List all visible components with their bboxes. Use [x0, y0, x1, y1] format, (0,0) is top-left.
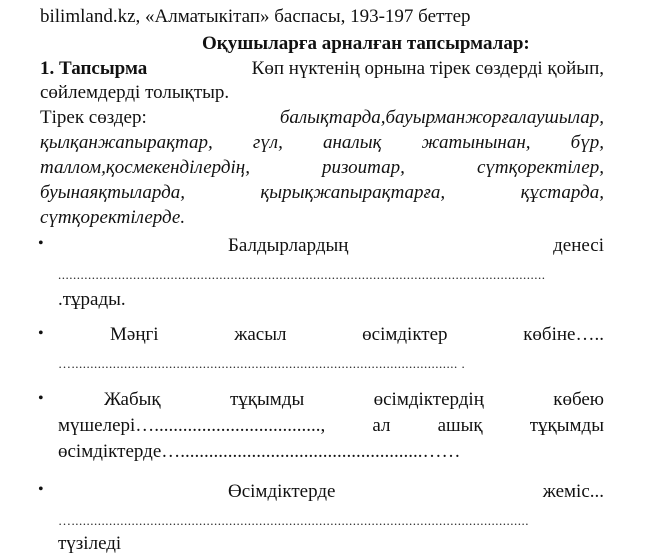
item-text: ашық [437, 415, 483, 436]
task-1-instruction-part-1: Көп нүктенің орнына тірек сөздерді қойып, [251, 58, 604, 79]
support-words-row-5: сүтқоректілерде. [40, 207, 186, 228]
item-text: өсімдіктердің [373, 389, 484, 410]
item-1-ending: .тұрады. [58, 289, 126, 310]
item-1-line-1 [228, 234, 604, 258]
support-word: сүтқоректілер, [476, 157, 604, 178]
item-text: Балдырлардың [228, 235, 349, 256]
item-3-line-1 [104, 388, 604, 412]
support-word: таллом,қосмекенділердің, [40, 157, 250, 178]
item-text: жеміс... [542, 481, 604, 502]
item-text: көбіне….. [523, 324, 604, 345]
item-3-line-2 [58, 414, 604, 438]
task-1-label: 1. Тапсырма [40, 58, 148, 79]
support-word: буынаяқтыларда, [40, 182, 185, 203]
support-word: қылқанжапырақтар, [40, 132, 213, 153]
support-word: аналық [322, 132, 382, 153]
support-word: құстарда, [520, 182, 604, 203]
item-2-blank-line: …....................................................................................................... . [58, 356, 466, 371]
bullet-3: • [38, 390, 44, 407]
item-2-line-1 [110, 323, 604, 347]
item-text: тұқымды [230, 389, 305, 410]
item-1-blank-line: .................................................................................................................................. [58, 267, 546, 282]
item-4-blank-line: ….......................................................................................................................... [58, 513, 529, 528]
support-word: жатынынан, [421, 132, 531, 153]
bullet-2: • [38, 325, 44, 342]
item-text: Жабық [104, 389, 161, 410]
bullet-4: • [38, 481, 44, 498]
item-text: көбею [553, 389, 604, 410]
item-4-ending: түзіледі [58, 533, 122, 554]
task-1-line-1 [40, 57, 604, 81]
support-words-row-1 [40, 106, 604, 130]
item-text: жасыл [234, 324, 287, 345]
support-word: балықтарда,бауырманжорғалаушылар, [279, 107, 604, 128]
item-text: Мәңгі [110, 324, 159, 345]
item-text: өсімдіктер [362, 324, 448, 345]
support-word: гүл, [252, 132, 283, 153]
support-word: қырықжапырақтарға, [260, 182, 446, 203]
support-words-label: Тірек сөздер: [40, 107, 147, 128]
item-4-line-1 [228, 480, 604, 504]
support-word: бүр, [570, 132, 604, 153]
support-words-row-2 [40, 131, 604, 155]
section-heading: Оқушыларға арналған тапсырмалар: [202, 33, 530, 54]
item-text: денесі [553, 235, 604, 256]
item-text: тұқымды [529, 415, 604, 436]
support-words-row-3 [40, 156, 604, 180]
support-word: ризоитар, [322, 157, 405, 178]
item-text: мүшелері…..................................., [58, 415, 326, 436]
source-line: bilimland.kz, «Алматыкітап» баспасы, 193-197 беттер [40, 6, 471, 27]
item-text: ал [372, 415, 391, 436]
support-words-row-4 [40, 181, 604, 205]
item-text: Өсімдіктерде [228, 481, 336, 502]
task-1-instruction-part-2: сөйлемдерді толықтыр. [40, 82, 230, 103]
bullet-1: • [38, 235, 44, 252]
item-3-line-3: өсімдіктерде…...................................................…… [58, 441, 461, 462]
